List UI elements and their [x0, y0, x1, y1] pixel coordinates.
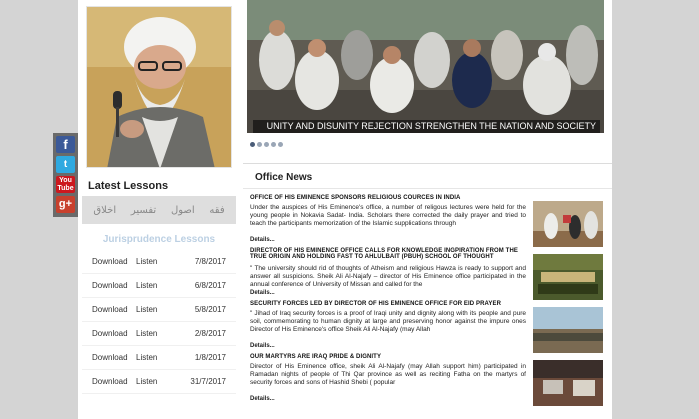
- lesson-row: [82, 346, 236, 370]
- portrait-image: [86, 6, 232, 168]
- social-bar: [53, 133, 78, 217]
- lesson-list: [82, 250, 236, 394]
- lesson-row: [82, 370, 236, 394]
- news-headline[interactable]: DIRECTOR OF HIS EMINENCE OFFICE CALLS FOR KNOWLEDGE INGPIRATION FROM THE TRUE ORIGIN AND HOLDING FAST TO AHLULBAIT (PBUH) SCHOOL OF THOUGHT: [250, 248, 518, 260]
- category-heading: Jurisprudence Lessons: [102, 234, 216, 245]
- slider-dot[interactable]: [271, 142, 276, 147]
- facebook-icon[interactable]: f: [56, 136, 75, 153]
- slider-dot[interactable]: [264, 142, 269, 147]
- download-link[interactable]: Download: [92, 305, 128, 314]
- tab-akhlaq[interactable]: اخلاق: [93, 204, 117, 216]
- details-link[interactable]: Details...: [250, 343, 275, 349]
- tab-tafsir[interactable]: تفسير: [130, 204, 157, 216]
- news-headline[interactable]: OUR MARTYRS ARE IRAQ PRIDE & DIGNITY: [250, 354, 382, 360]
- slider-dot[interactable]: [250, 142, 255, 147]
- news-list: [243, 191, 612, 403]
- office-news-title: Office News: [255, 172, 313, 183]
- lesson-date: 6/8/2017: [194, 281, 226, 290]
- news-body: Under the auspices of His Eminence's office, a number of religous lectures were held for the young people in Nokavia Sadat- India. Scholars there corrected the daily prayer and tried to teach the participants memorization of the Islamic supplications through: [250, 204, 526, 227]
- news-body: " The university should rid of thoughts of Atheism and religious Hawza is ready to support and answer all suspicions. Sheik Ali Al-Najafy – director of His Eminence office participated in the annual conference of University of Missan and called for the: [250, 265, 526, 288]
- lesson-date: 1/8/2017: [194, 353, 226, 362]
- news-thumbnail[interactable]: [533, 360, 603, 406]
- lesson-row: [82, 250, 236, 274]
- tab-usul[interactable]: اصول: [170, 204, 195, 216]
- lesson-row: [82, 298, 236, 322]
- news-item: [243, 297, 612, 350]
- download-link[interactable]: Download: [92, 257, 128, 266]
- listen-link[interactable]: Listen: [136, 377, 158, 386]
- news-thumbnail[interactable]: [533, 201, 603, 247]
- left-column: [78, 0, 238, 419]
- lesson-date: 5/8/2017: [194, 305, 226, 314]
- details-link[interactable]: Details...: [250, 396, 275, 402]
- listen-link[interactable]: Listen: [136, 305, 158, 314]
- lesson-date: 31/7/2017: [190, 377, 226, 386]
- right-column: [243, 0, 612, 419]
- main-content: [78, 0, 612, 419]
- news-headline[interactable]: OFFICE OF HIS EMINENCE SPONSORS RELIGIOUS COURCES IN INDIA: [250, 195, 461, 201]
- office-news-header: [243, 163, 612, 189]
- slider-dot[interactable]: [257, 142, 262, 147]
- lesson-date: 7/8/2017: [194, 257, 226, 266]
- news-thumbnail[interactable]: [533, 254, 603, 300]
- latest-lessons-title: Latest Lessons: [88, 180, 169, 192]
- lesson-date: 2/8/2017: [194, 329, 226, 338]
- listen-link[interactable]: Listen: [136, 257, 158, 266]
- news-headline[interactable]: SECURITY FORCES LED BY DIRECTOR OF HIS EMINENCE OFFICE FOR EID PRAYER: [250, 301, 502, 307]
- slider-photo: [247, 0, 604, 133]
- listen-link[interactable]: Listen: [136, 329, 158, 338]
- news-item: [243, 350, 612, 403]
- news-body: Director of His Eminence office, sheik Ali Al-Najafy (may Allah support him) participated in Ramadan nights of people of Thi Qar province as well as reciting Fatha on the martyrs of security forces and sons of Hashid Shebi ( popular: [250, 363, 526, 386]
- news-body: " Jihad of Iraq security forces is a proof of Iraqi unity and dignity along with its people and pure soil, commemorating to human dignity at large and preserving honor against the impure ones Director of His Eminence's office Sheik Ali Al-Najafy (may Allah: [250, 310, 526, 333]
- news-item: [243, 244, 612, 297]
- listen-link[interactable]: Listen: [136, 353, 158, 362]
- download-link[interactable]: Download: [92, 281, 128, 290]
- slider-caption: UNITY AND DISUNITY REJECTION STRENGTHEN THE NATION AND SOCIETY: [253, 120, 600, 133]
- download-link[interactable]: Download: [92, 329, 128, 338]
- details-link[interactable]: Details...: [250, 237, 275, 243]
- google-plus-icon[interactable]: g+: [56, 196, 75, 213]
- slider-dots: [250, 142, 285, 147]
- news-thumbnail[interactable]: [533, 307, 603, 353]
- lesson-row: [82, 322, 236, 346]
- slider-dot[interactable]: [278, 142, 283, 147]
- lesson-tabs: [82, 196, 236, 224]
- news-item: [243, 191, 612, 244]
- lesson-row: [82, 274, 236, 298]
- news-slider[interactable]: [247, 0, 604, 133]
- twitter-icon[interactable]: t: [56, 156, 75, 173]
- download-link[interactable]: Download: [92, 353, 128, 362]
- listen-link[interactable]: Listen: [136, 281, 158, 290]
- tab-fiqh[interactable]: فقه: [209, 204, 225, 216]
- youtube-icon[interactable]: You Tube: [57, 177, 74, 192]
- download-link[interactable]: Download: [92, 377, 128, 386]
- details-link[interactable]: Details...: [250, 290, 275, 296]
